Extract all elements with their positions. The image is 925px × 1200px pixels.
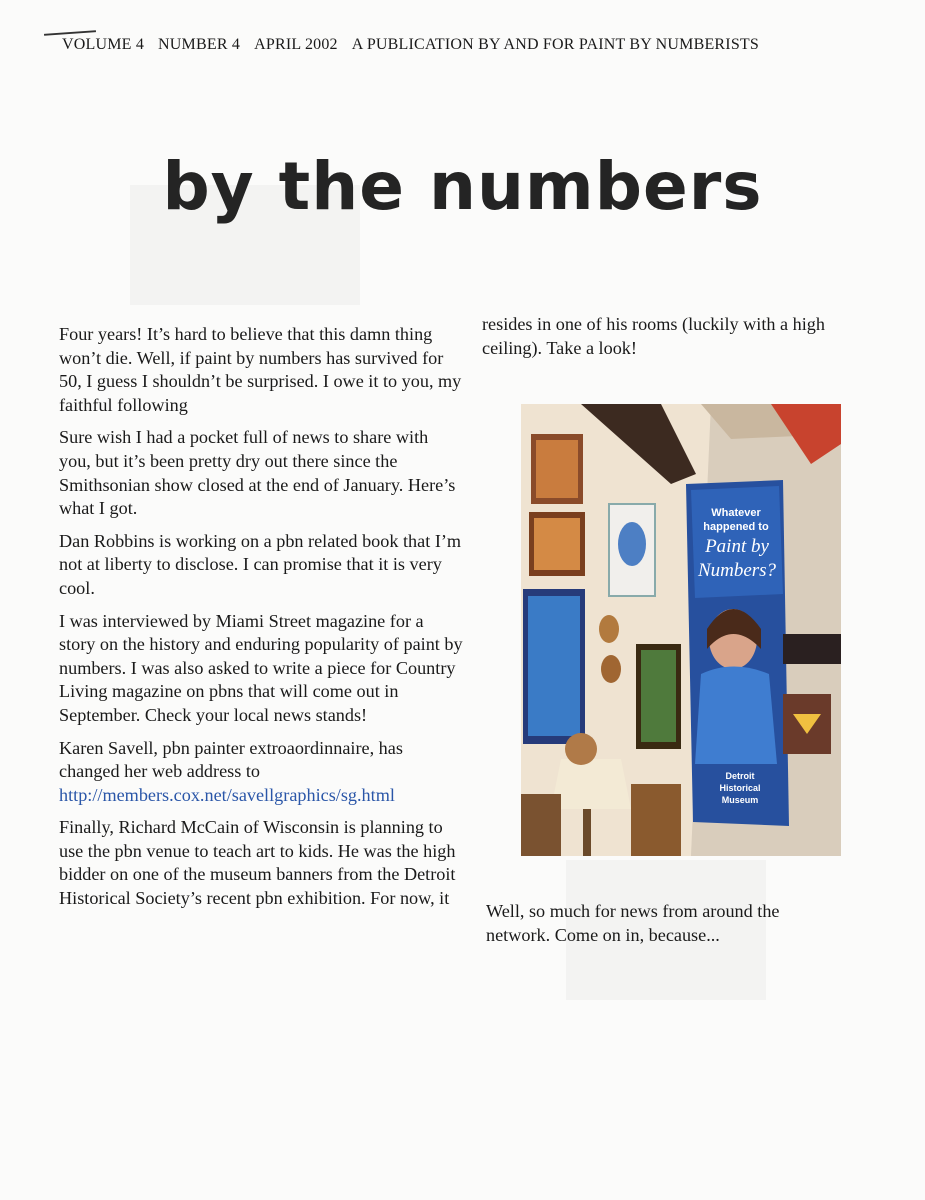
karen-savell-text: Karen Savell, pbn painter extroaordinnaire, has changed her web address to (59, 737, 403, 782)
right-column-top (482, 313, 882, 369)
masthead-tagline: A PUBLICATION BY AND FOR PAINT BY NUMBERISTS (351, 36, 759, 53)
banner-line-3: Paint by (705, 536, 769, 557)
banner-footer-2: Historical (719, 783, 761, 793)
banner-line-1: Whatever (711, 507, 761, 519)
paragraph-intro: Four years! It’s hard to believe that this damn thing won’t die. Well, if paint by numbers has survived for 50, I guess I shouldn’t be surprised. I owe it to you, my faithful following (59, 324, 462, 415)
banner-line-2: happened to (703, 521, 769, 533)
paragraph-richard-mccain: Finally, Richard McCain of Wisconsin is planning to use the pbn venue to teach art to kids. He was the high bidder on one of the museum banners from the Detroit Historical Society’s recent pbn exhibition. For now, it (59, 817, 456, 909)
paragraph-news: Sure wish I had a pocket full of news to share with you, but it’s been pretty dry out there since the Smithsonian show closed at the end of January. Here’s what I got. (59, 427, 456, 519)
right-column-bottom (486, 900, 846, 956)
banner-footer-3: Museum (721, 795, 759, 805)
savell-web-link[interactable]: http://members.cox.net/savellgraphics/sg.html (59, 784, 395, 805)
banner-footer-1: Detroit (725, 771, 755, 781)
paragraph-karen-savell (59, 737, 464, 808)
paragraph-interview: I was interviewed by Miami Street magazine for a story on the history and enduring popularity of paint by numbers. I was also asked to write a piece for Country Living magazine on pbns that will come out in September. Check your local news stands! (59, 610, 463, 725)
paragraph-dan-robbins: Dan Robbins is working on a pbn related book that I’m not at liberty to disclose. I can promise that it is very cool. (59, 530, 462, 598)
scan-mark (44, 30, 96, 36)
banner-photo (521, 404, 841, 856)
banner-line-4: Numbers? (697, 560, 777, 581)
left-column (59, 323, 464, 920)
masthead (62, 36, 865, 54)
masthead-number: NUMBER 4 (158, 36, 241, 53)
banner-photo-illustration (521, 404, 841, 856)
masthead-volume: VOLUME 4 (62, 36, 145, 53)
masthead-date: APRIL 2002 (254, 36, 338, 53)
newsletter-title: by the numbers (162, 148, 763, 225)
paragraph-closing: Well, so much for news from around the network. Come on in, because... (486, 901, 780, 945)
paragraph-resides: resides in one of his rooms (luckily with a high ceiling). Take a look! (482, 314, 825, 358)
